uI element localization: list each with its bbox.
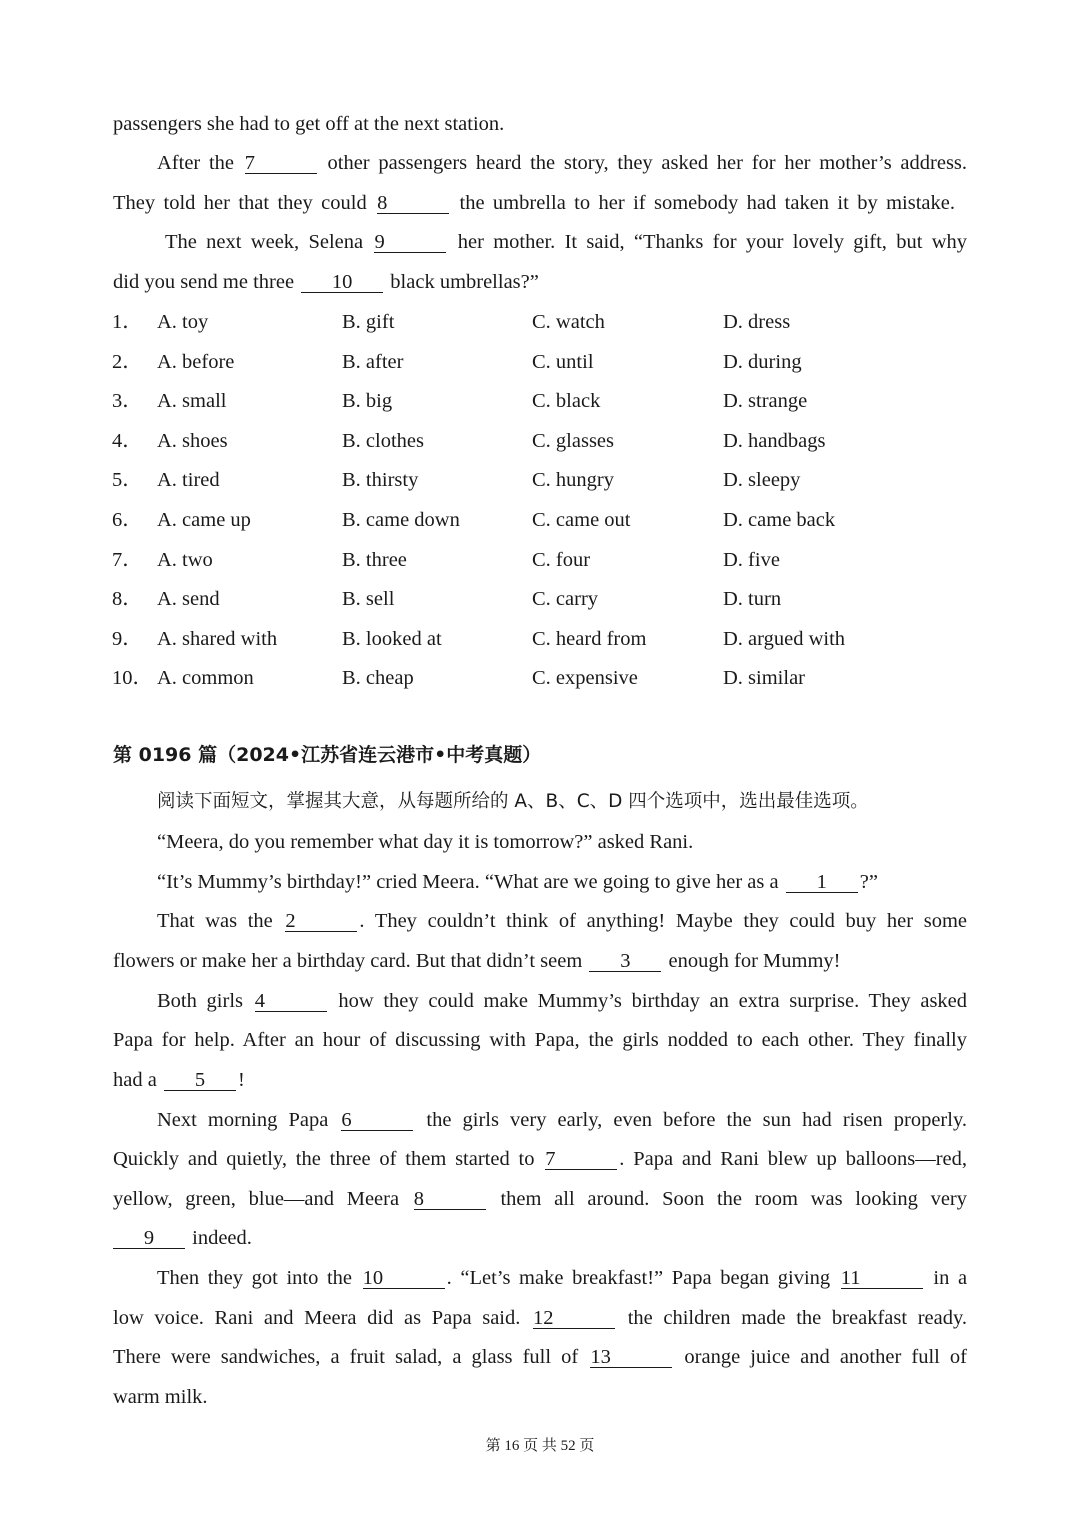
passage-line: Next morning Papa 6 the girls very early, even before the sun had risen properly.: [157, 1109, 967, 1131]
option-b[interactable]: B. sell: [342, 588, 395, 611]
blank-2[interactable]: 2: [285, 911, 357, 932]
option-c[interactable]: C. heard from: [532, 627, 647, 650]
passage-line: Then they got into the 10 . “Let’s make breakfast!” Papa began giving 11 in a: [157, 1267, 968, 1289]
option-a[interactable]: A. common: [157, 667, 254, 690]
option-a[interactable]: A. small: [157, 390, 227, 413]
passage-line: The next week, Selena 9 her mother. It said, “Thanks for your lovely gift, but why: [165, 231, 968, 253]
option-b[interactable]: B. big: [342, 390, 393, 413]
blank-12[interactable]: 12: [533, 1308, 615, 1329]
option-d[interactable]: D. turn: [723, 588, 782, 611]
question-number: 5．: [112, 469, 143, 492]
blank-6[interactable]: 6: [341, 1110, 413, 1131]
passage-line: “Meera, do you remember what day it is tomorrow?” asked Rani.: [157, 831, 694, 853]
option-c[interactable]: C. carry: [532, 588, 599, 611]
option-a[interactable]: A. toy: [157, 311, 209, 333]
option-c[interactable]: C. expensive: [532, 667, 638, 690]
option-a[interactable]: A. before: [157, 350, 235, 373]
blank-5[interactable]: 5: [164, 1070, 236, 1091]
option-d[interactable]: D. handbags: [723, 429, 826, 452]
question-number: 10．: [112, 667, 153, 690]
question-number: 9．: [112, 627, 143, 650]
option-b[interactable]: B. gift: [342, 311, 395, 333]
question-number: 8．: [112, 588, 143, 611]
blank-10[interactable]: 10: [363, 1268, 445, 1289]
option-a[interactable]: A. shared with: [157, 627, 278, 650]
blank-11[interactable]: 11: [841, 1268, 923, 1289]
passage-line: Quickly and quietly, the three of them started to 7 . Papa and Rani blew up balloons—red,: [113, 1148, 968, 1170]
option-a[interactable]: A. shoes: [157, 429, 228, 452]
question-number: 1．: [112, 311, 143, 333]
blank-9[interactable]: 9: [113, 1228, 185, 1249]
option-c[interactable]: C. watch: [532, 311, 605, 333]
option-c[interactable]: C. four: [532, 548, 591, 571]
blank-8[interactable]: 8: [377, 193, 449, 214]
option-c[interactable]: C. came out: [532, 509, 631, 531]
option-c[interactable]: C. until: [532, 350, 594, 373]
page-footer: 第 16 页 共 52 页: [485, 1438, 595, 1454]
blank-9[interactable]: 9: [374, 232, 446, 253]
passage-line: warm milk.: [113, 1386, 208, 1408]
option-d[interactable]: D. similar: [723, 667, 805, 690]
option-a[interactable]: A. tired: [157, 469, 220, 492]
passage-line: yellow, green, blue—and Meera 8 them all around. Soon the room was looking very: [113, 1188, 968, 1210]
blank-1[interactable]: 1: [786, 872, 858, 893]
option-b[interactable]: B. came down: [342, 509, 460, 531]
blank-10[interactable]: 10: [301, 272, 383, 293]
blank-4[interactable]: 4: [255, 991, 327, 1012]
blank-7[interactable]: 7: [245, 153, 317, 174]
blank-7[interactable]: 7: [545, 1149, 617, 1170]
passage-line: Both girls 4 how they could make Mummy’s birthday an extra surprise. They asked: [157, 990, 968, 1012]
option-a[interactable]: A. came up: [157, 509, 251, 531]
blank-13[interactable]: 13: [590, 1347, 672, 1368]
option-c[interactable]: C. black: [532, 390, 601, 413]
passage-line: “It’s Mummy’s birthday!” cried Meera. “What are we going to give her as a 1 ?”: [157, 871, 878, 893]
option-d[interactable]: D. during: [723, 350, 802, 373]
option-c[interactable]: C. glasses: [532, 429, 614, 452]
question-number: 2．: [112, 350, 143, 373]
option-b[interactable]: B. clothes: [342, 429, 424, 452]
passage-line: That was the 2 . They couldn’t think of anything! Maybe they could buy her some: [157, 910, 968, 932]
option-c[interactable]: C. hungry: [532, 469, 614, 492]
passage-line: Papa for help. After an hour of discussing with Papa, the girls nodded to each other. They finally: [113, 1029, 967, 1051]
question-number: 7．: [112, 548, 143, 571]
question-number: 4．: [112, 429, 143, 452]
passage-line: did you send me three 10 black umbrellas?”: [113, 271, 539, 293]
option-b[interactable]: B. three: [342, 548, 407, 571]
option-a[interactable]: A. two: [157, 548, 213, 571]
option-d[interactable]: D. came back: [723, 509, 836, 531]
option-d[interactable]: D. sleepy: [723, 469, 801, 492]
passage-line: low voice. Rani and Meera did as Papa said. 12 the children made the breakfast ready.: [113, 1307, 968, 1329]
passage-line: flowers or make her a birthday card. But that didn’t seem 3 enough for Mummy!: [113, 950, 841, 972]
blank-8[interactable]: 8: [414, 1189, 486, 1210]
option-d[interactable]: D. dress: [723, 311, 791, 333]
instruction: 阅读下面短文，掌握其大意，从每题所给的 A、B、C、D 四个选项中，选出最佳选项。: [157, 791, 869, 812]
passage-line: After the 7 other passengers heard the story, they asked her for her mother’s address.: [157, 152, 968, 174]
question-number: 6．: [112, 509, 143, 531]
option-d[interactable]: D. argued with: [723, 627, 846, 650]
option-a[interactable]: A. send: [157, 588, 220, 611]
option-b[interactable]: B. thirsty: [342, 469, 419, 492]
question-number: 3．: [112, 390, 143, 413]
passage-line: They told her that they could 8 the umbrella to her if somebody had taken it by mistake.: [113, 192, 955, 214]
option-b[interactable]: B. after: [342, 350, 404, 373]
blank-3[interactable]: 3: [589, 951, 661, 972]
option-d[interactable]: D. five: [723, 548, 780, 571]
option-d[interactable]: D. strange: [723, 390, 808, 413]
option-b[interactable]: B. cheap: [342, 667, 414, 690]
passage-line: 9 indeed.: [113, 1225, 252, 1251]
passage-line: There were sandwiches, a fruit salad, a glass full of 13 orange juice and another full of: [113, 1346, 967, 1368]
passage-line: had a 5 !: [113, 1069, 245, 1091]
passage-line: passengers she had to get off at the next station.: [113, 113, 505, 135]
section-heading: 第 0196 篇（2024•江苏省连云港市•中考真题）: [113, 744, 542, 766]
option-b[interactable]: B. looked at: [342, 627, 442, 650]
